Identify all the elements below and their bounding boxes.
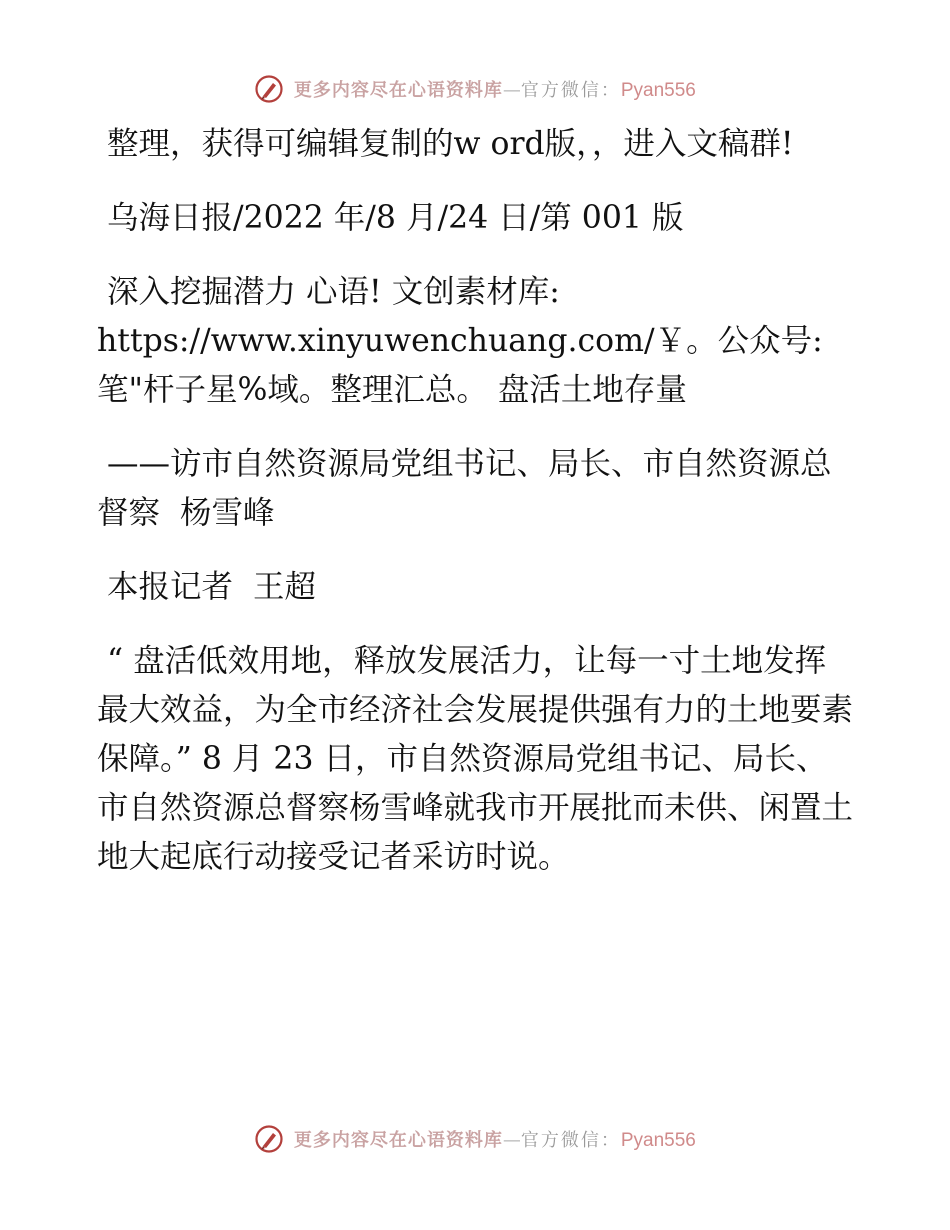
banner-account-label: 官方微信： [520,1130,621,1151]
banner-account-id: Pyan556 [620,1130,696,1151]
article-title: 深入挖掘潜力 心语! 文创素材库: https://www.xinyuwenchuang.com/￥。公众号: 笔"杆子星%域。整理汇总。 盘活土地存量 [97,274,833,408]
banner-main-text: 更多内容尽在心语资料库 [293,1130,503,1151]
banner-separator: — [502,80,521,101]
banner-separator: — [502,1130,521,1151]
footer-watermark-banner [0,1126,950,1156]
byline: 本报记者 王超 [97,569,317,605]
article-subtitle: ——访市自然资源局党组书记、局长、市自然资源总督察 杨雪峰 [97,446,832,531]
banner-main-text: 更多内容尽在心语资料库 [293,80,503,101]
source-line: 乌海日报/2022 年/8 月/24 日/第 001 版 [97,200,684,236]
banner-account-id: Pyan556 [620,80,696,101]
pen-logo-icon [254,1124,284,1154]
article-body [97,120,857,882]
banner-account-label: 官方微信： [520,80,621,101]
body-paragraph: “ 盘活低效用地，释放发展活力，让每一寸土地发挥最大效益，为全市经济社会发展提供强有力的土地要素保障。” 8 月 23 日，市自然资源局党组书记、局长、市自然资源总督察杨雪峰就我市开展批而未供、闲置土地大起底行动接受记者采访时说。 [97,643,854,875]
intro-paragraph: 整理，获得可编辑复制的w ord版，，进入文稿群! [97,126,794,162]
pen-logo-icon [254,74,284,104]
header-watermark-banner [0,76,950,106]
